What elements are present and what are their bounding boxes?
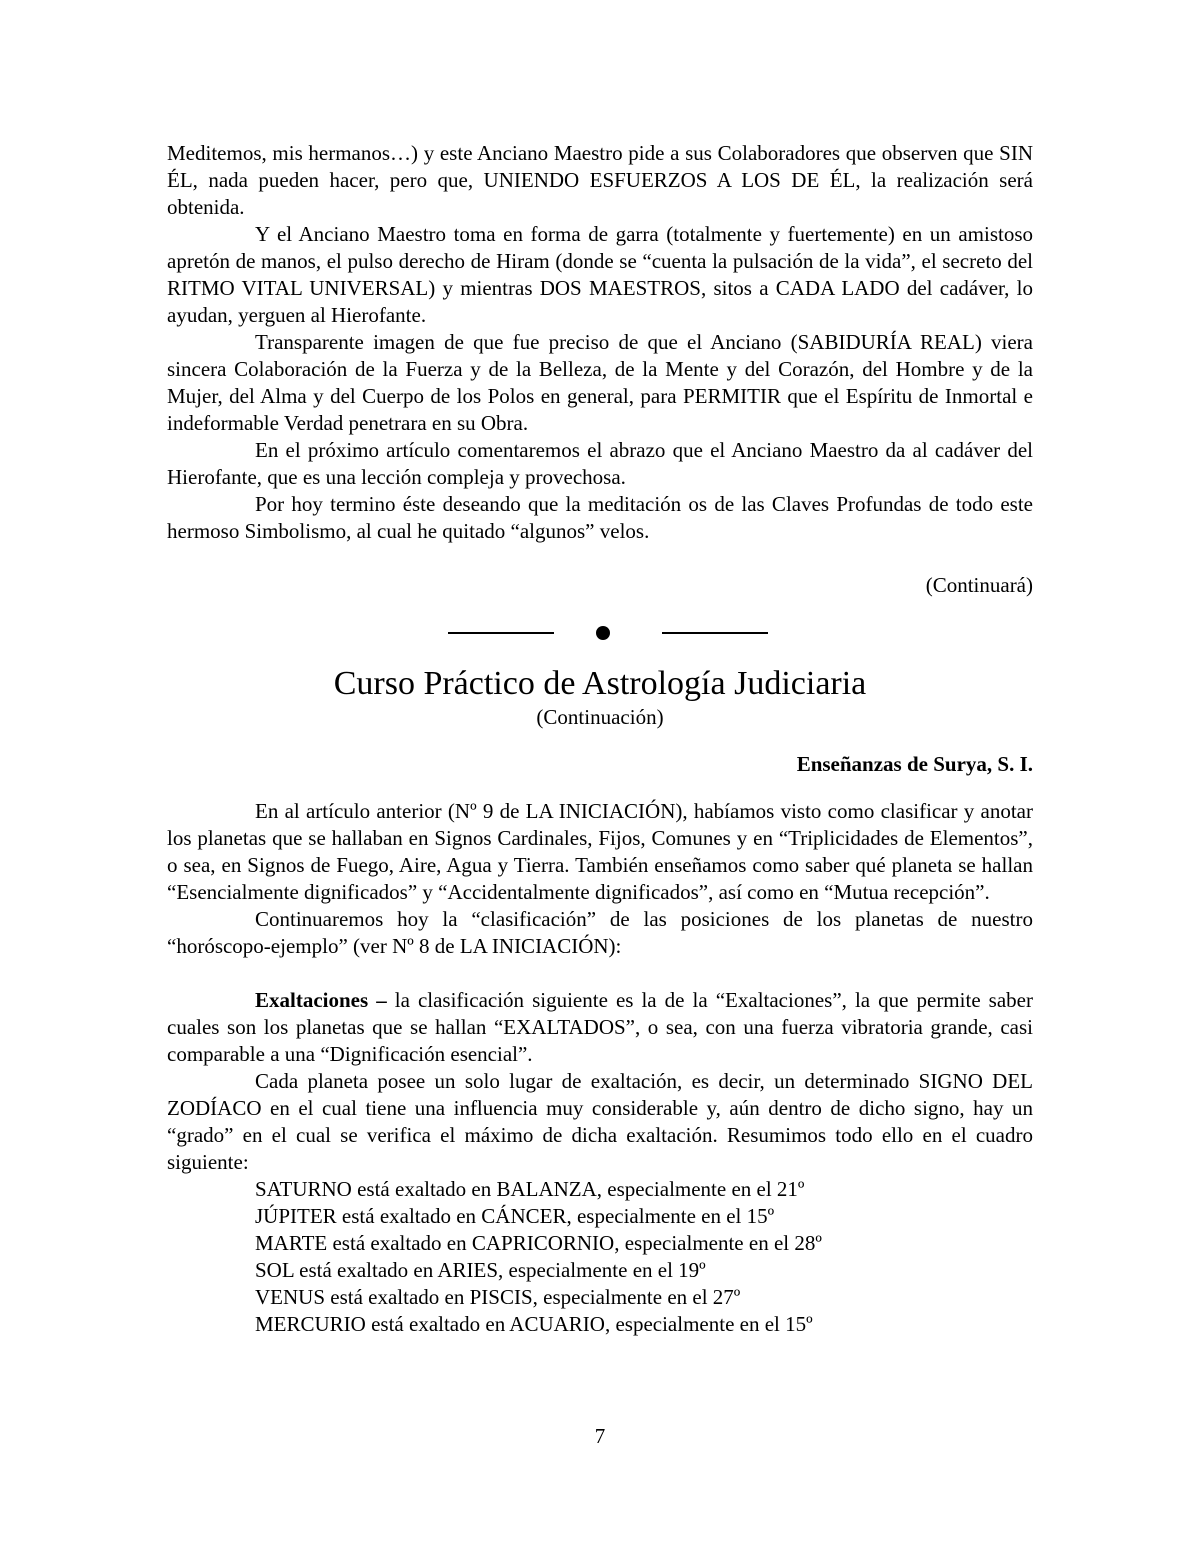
page-body [167,140,1033,1338]
article-subtitle: (Continuación) [536,705,664,729]
section-divider [167,617,1033,647]
exaltaciones-heading: Exaltaciones – [255,988,387,1012]
list-item: MERCURIO está exaltado en ACUARIO, especialmente en el 15º [255,1312,813,1336]
article-paragraph-3 [167,987,1033,1068]
list-item: JÚPITER está exaltado en CÁNCER, especialmente en el 15º [255,1204,775,1228]
list-item: SOL está exaltado en ARIES, especialmente en el 19º [255,1258,706,1282]
article-author: Enseñanzas de Surya, S. I. [796,752,1033,776]
list-item: VENUS está exaltado en PISCIS, especialmente en el 27º [255,1285,741,1309]
article-title: Curso Práctico de Astrología Judiciaria [333,665,867,702]
article-paragraph-2: Continuaremos hoy la “clasificación” de las posiciones de los planetas de nuestro “horóscopo-ejemplo” (ver Nº 8 de LA INICIACIÓN): [167,907,1033,958]
divider-dot [596,626,610,640]
exaltaciones-text: la clasificación siguiente es la de la “Exaltaciones”, la que permite saber cuales son los planetas que se hallan “EXALTADOS”, o sea, con una fuerza vibratoria grande, casi comparable a una “Dignificación esencial”. [167,988,1033,1066]
list-item: SATURNO está exaltado en BALANZA, especialmente en el 21º [255,1177,805,1201]
list-item: MARTE está exaltado en CAPRICORNIO, especialmente en el 28º [255,1231,822,1255]
intro-paragraph-3: Transparente imagen de que fue preciso de que el Anciano (SABIDURÍA REAL) viera sincera Colaboración de la Fuerza y de la Belleza, de la Mente y del Corazón, del Hombre y de la Mujer, del Alma y del Cuerpo de los Polos en general, para PERMITIR que el Espíritu de Inmortal e indeformable Verdad penetrara en su Obra. [167,330,1033,435]
page-number: 7 [594,1424,606,1448]
article-paragraph-4: Cada planeta posee un solo lugar de exaltación, es decir, un determinado SIGNO DEL ZODÍACO en el cual tiene una influencia muy considerable y, aún dentro de dicho signo, hay un “grado” en el cual se verifica el máximo de dicha exaltación. Resumimos todo ello en el cuadro siguiente: [167,1069,1033,1174]
intro-paragraph-4: En el próximo artículo comentaremos el abrazo que el Anciano Maestro da al cadáver del Hierofante, que es una lección compleja y provechosa. [167,438,1033,489]
intro-paragraph-1: Meditemos, mis hermanos…) y este Anciano Maestro pide a sus Colaboradores que observen que SIN ÉL, nada pueden hacer, pero que, UNIENDO ESFUERZOS A LOS DE ÉL, la realización será obtenida. [167,141,1033,219]
divider-line-left [448,632,554,634]
continuara-label: (Continuará) [925,573,1033,597]
divider-line-right [662,632,768,634]
article-paragraph-1: En al artículo anterior (Nº 9 de LA INICIACIÓN), habíamos visto como clasificar y anotar los planetas que se hallaban en Signos Cardinales, Fijos, Comunes y en “Triplicidades de Elementos”, o sea, en Signos de Fuego, Aire, Agua y Tierra. También enseñamos como saber qué planeta se hallan “Esencialmente dignificados” y “Accidentalmente dignificados”, así como en “Mutua recepción”. [167,799,1033,904]
intro-paragraph-5: Por hoy termino éste deseando que la meditación os de las Claves Profundas de todo este hermoso Simbolismo, al cual he quitado “algunos” velos. [167,492,1033,543]
intro-paragraph-2: Y el Anciano Maestro toma en forma de garra (totalmente y fuertemente) en un amistoso apretón de manos, el pulso derecho de Hiram (donde se “cuenta la pulsación de la vida”, el secreto del RITMO VITAL UNIVERSAL) y mientras DOS MAESTROS, sitos a CADA LADO del cadáver, lo ayudan, yerguen al Hierofante. [167,222,1033,327]
exaltations-list [167,1176,1033,1338]
